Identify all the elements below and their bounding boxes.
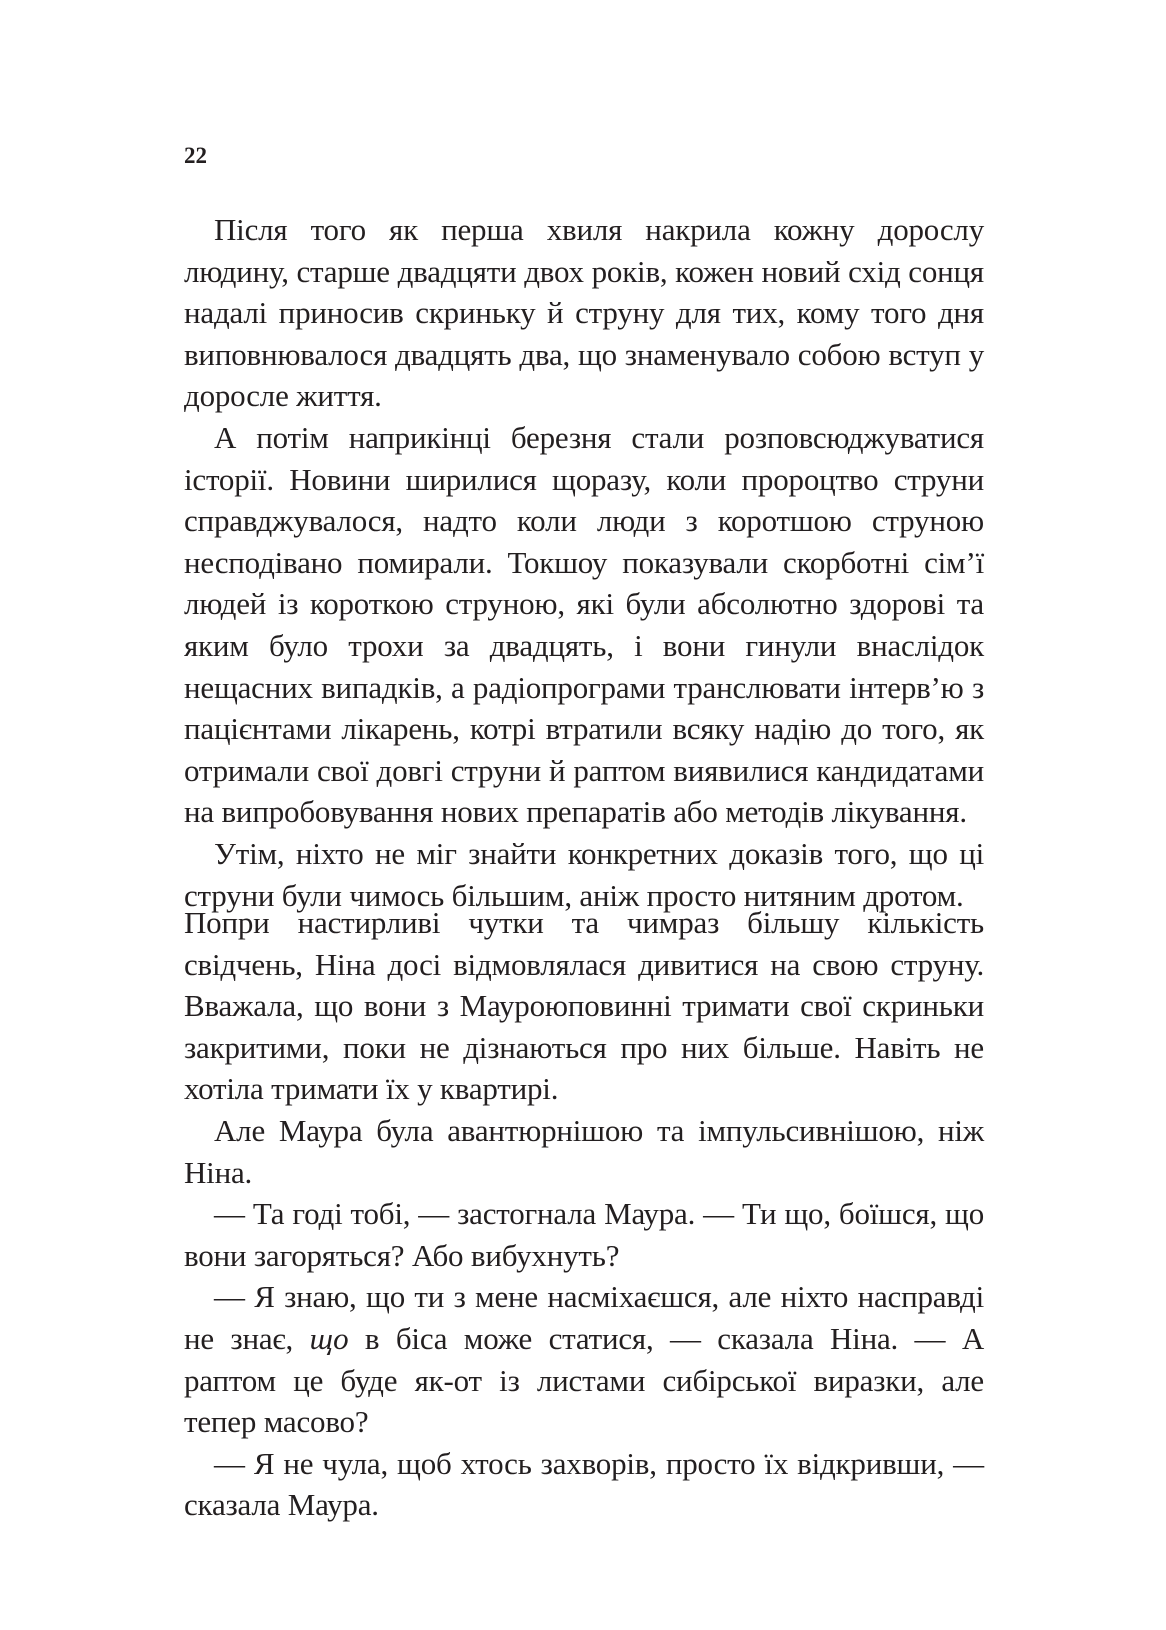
paragraph-3: Утім, ніхто не міг знайти конкретних доказів того, що ці струни були чимось більшим, аніж просто нитяним дротом. <box>184 835 984 913</box>
paragraph-2: А потім наприкінці березня стали розповсюджуватися історії. Новини ширилися щоразу, коли пророцтво струни справджувалося, надто коли люди з коротшою струною несподівано помирали. Токшоу показували скорботні сім’ї людей із короткою струною, які були абсолютно здорові та яким було трохи за двадцять, і вони гинули внаслідок нещасних випадків, а радіопрограми транслювати інтерв’ю з пацієнтами лікарень, котрі втратили всяку надію до того, як отримали свої довгі струни й раптом виявилися кандидатами на випробовування нових препаратів або методів лікування. <box>184 419 984 830</box>
paragraph-1: Після того як перша хвиля накрила кожну дорослу людину, старше двадцяти двох років, кожен новий схід сонця надалі приносив скриньку й струну для тих, кому того дня виповнювалося двадцять два, що знаменувало собою вступ у доросле життя. <box>184 212 984 414</box>
paragraph-4: Попри настирливі чутки та чимраз більшу кількість свідчень, Ніна досі відмовлялася дивитися на свою струну. Вважала, що вони з Мауроюповинні тримати свої скриньки закритими, поки не дізнаються про них більше. Навіть не хотіла тримати їх у квартирі. <box>184 905 984 1107</box>
dialogue-2 <box>184 1276 984 1442</box>
dialogue-2-emphasis: що <box>309 1320 349 1356</box>
dialogue-2-part-2: в біса може статися, — сказала Ніна. — А раптом це буде як-от із листами сибірської виразки, але тепер масово? <box>184 1320 985 1440</box>
text-section-1 <box>184 209 984 916</box>
dialogue-1: — Та годі тобі, — застогнала Маура. — Ти що, боїшся, що вони загоряться? Або вибухнуть? <box>184 1196 984 1273</box>
dialogue-2-part-1: — Я знаю, що ти з мене насміхаєшся, але ніхто насправді не знає, <box>184 1279 984 1356</box>
page-number: 22 <box>184 143 207 168</box>
text-section-2 <box>184 902 984 1526</box>
dialogue-3: — Я не чула, щоб хтось захворів, просто їх відкривши, — сказала Маура. <box>184 1445 984 1523</box>
paragraph-5: Але Маура була авантюрнішою та імпульсивнішою, ніж Ніна. <box>184 1112 984 1190</box>
